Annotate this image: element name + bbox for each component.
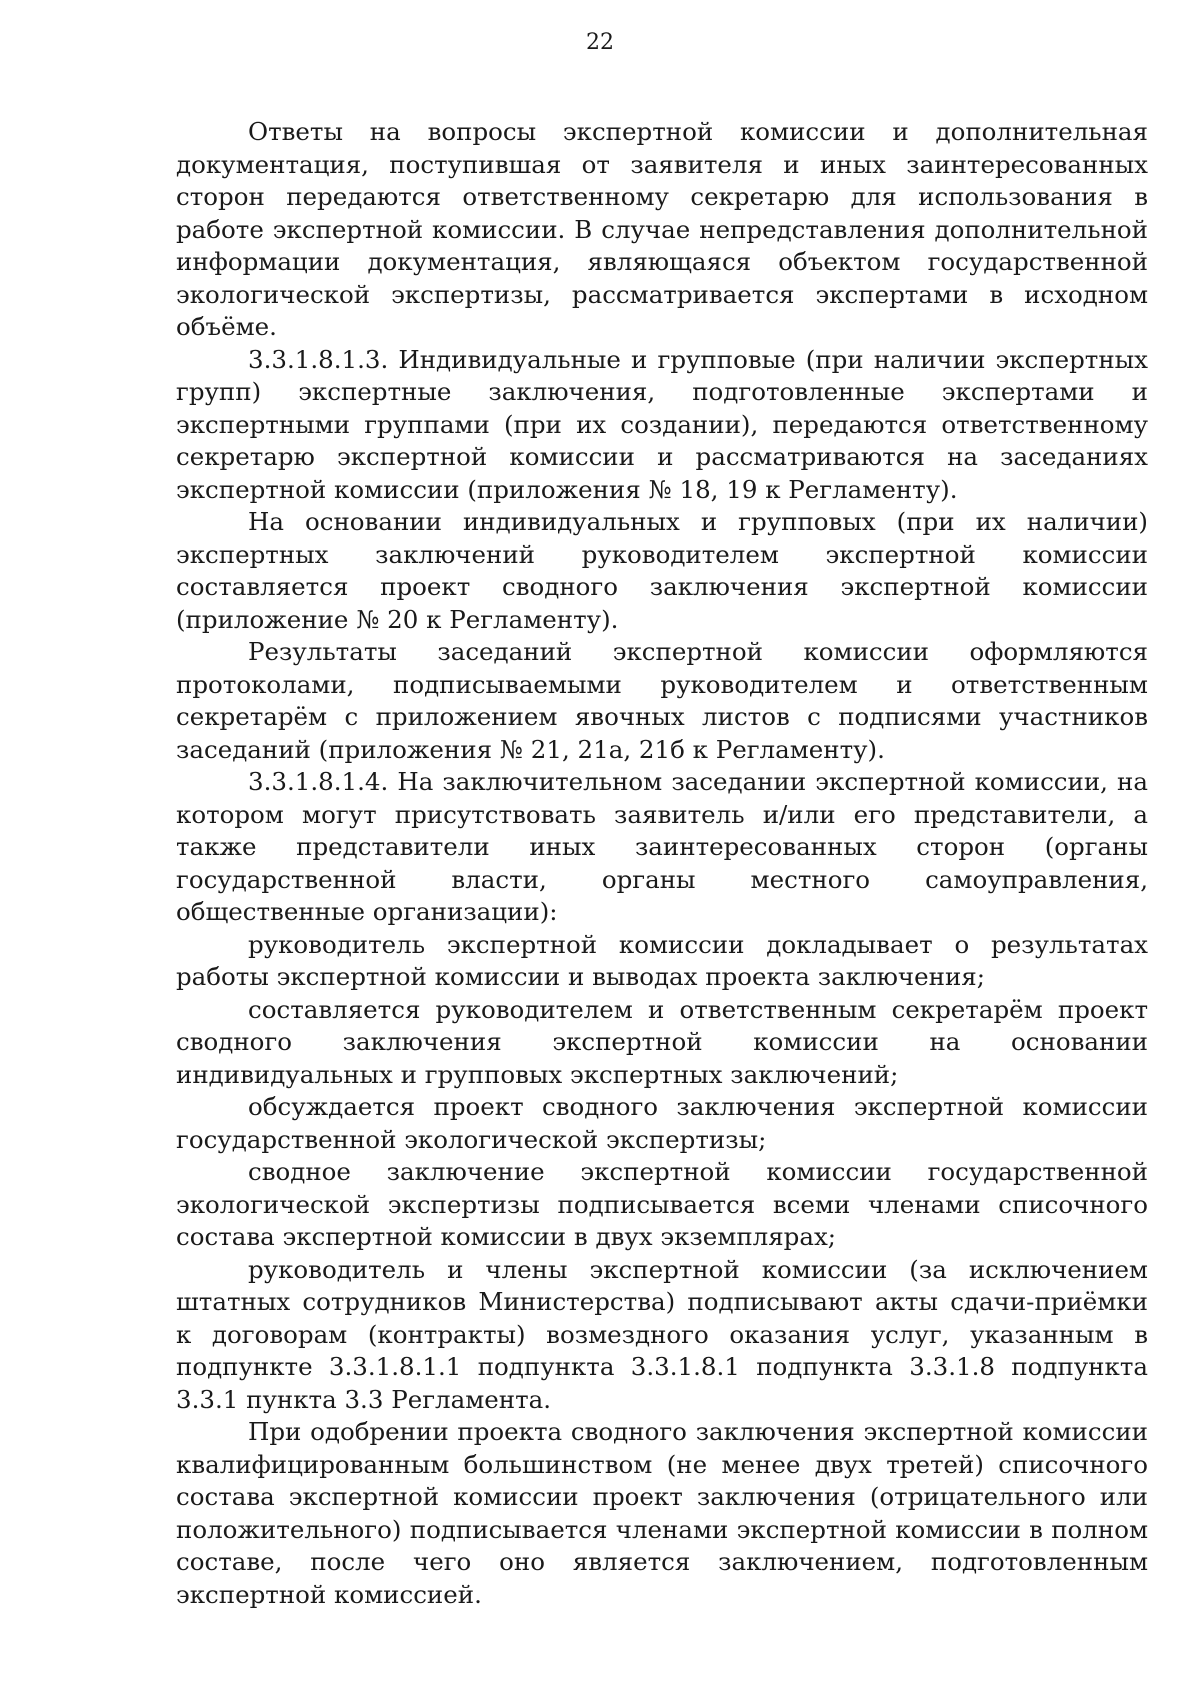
list-item-sign-acts: руководитель и члены экспертной комиссии (за исключением штатных сотрудников Министерства) подписывают акты сдачи-приёмки к договорам (контракты) возмездного оказания услуг, указанным в подпункте 3.3.1.8.1.1 подпункта 3.3.1.8.1 подпункта 3.3.1.8 подпункта 3.3.1 пункта 3.3 Регламента. [176,1254,1148,1414]
paragraph-approval: При одобрении проекта сводного заключения экспертной комиссии квалифицированным большинством (не менее двух третей) списочного состава экспертной комиссии проект заключения (отрицательного или положительного) подписывается членами экспертной комиссии в полном составе, после чего оно является заключением, подготовленным экспертной комиссией. [176,1417,1148,1609]
paragraph-3-3-1-8-1-4: 3.3.1.8.1.4. На заключительном заседании экспертной комиссии, на котором могут присутствовать заявитель и/или его представители, а также представители иных заинтересованных сторон (органы государственной власти, органы местного самоуправления, общественные организации): [176,767,1148,926]
list-item-report: руководитель экспертной комиссии докладывает о результатах работы экспертной комиссии и выводах проекта заключения; [176,929,1148,991]
list-item-compose-draft: составляется руководителем и ответственным секретарём проект сводного заключения экспертной комиссии на основании индивидуальных и групповых экспертных заключений; [176,994,1148,1089]
list-item-discuss-draft: обсуждается проект сводного заключения экспертной комиссии государственной экологической экспертизы; [176,1092,1148,1154]
paragraph-meeting-results: Результаты заседаний экспертной комиссии оформляются протоколами, подписываемыми руководителем и ответственным секретарём с приложением явочных листов с подписями участников заседаний (приложения № 21, 21а, 21б к Регламенту). [176,637,1148,764]
list-item-sign-conclusion: сводное заключение экспертной комиссии государственной экологической экспертизы подписывается всеми членами списочного состава экспертной комиссии в двух экземплярах; [176,1157,1148,1251]
document-body [176,116,1148,1611]
page-number: 22 [586,30,614,55]
paragraph-3-3-1-8-1-3: 3.3.1.8.1.3. Индивидуальные и групповые (при наличии экспертных групп) экспертные заключения, подготовленные экспертами и экспертными группами (при их создании), передаются ответственному секретарю экспертной комиссии и рассматриваются на заседаниях экспертной комиссии (приложения № 18, 19 к Регламенту). [176,344,1148,504]
paragraph-responses: Ответы на вопросы экспертной комиссии и дополнительная документация, поступившая от заявителя и иных заинтересованных сторон передаются ответственному секретарю для использования в работе экспертной комиссии. В случае непредставления дополнительной информации документация, являющаяся объектом государственной экологической экспертизы, рассматривается экспертами в исходном объёме. [176,117,1148,341]
paragraph-summary-draft: На основании индивидуальных и групповых (при их наличии) экспертных заключений руководителем экспертной комиссии составляется проект сводного заключения экспертной комиссии (приложение № 20 к Регламенту). [176,507,1148,634]
